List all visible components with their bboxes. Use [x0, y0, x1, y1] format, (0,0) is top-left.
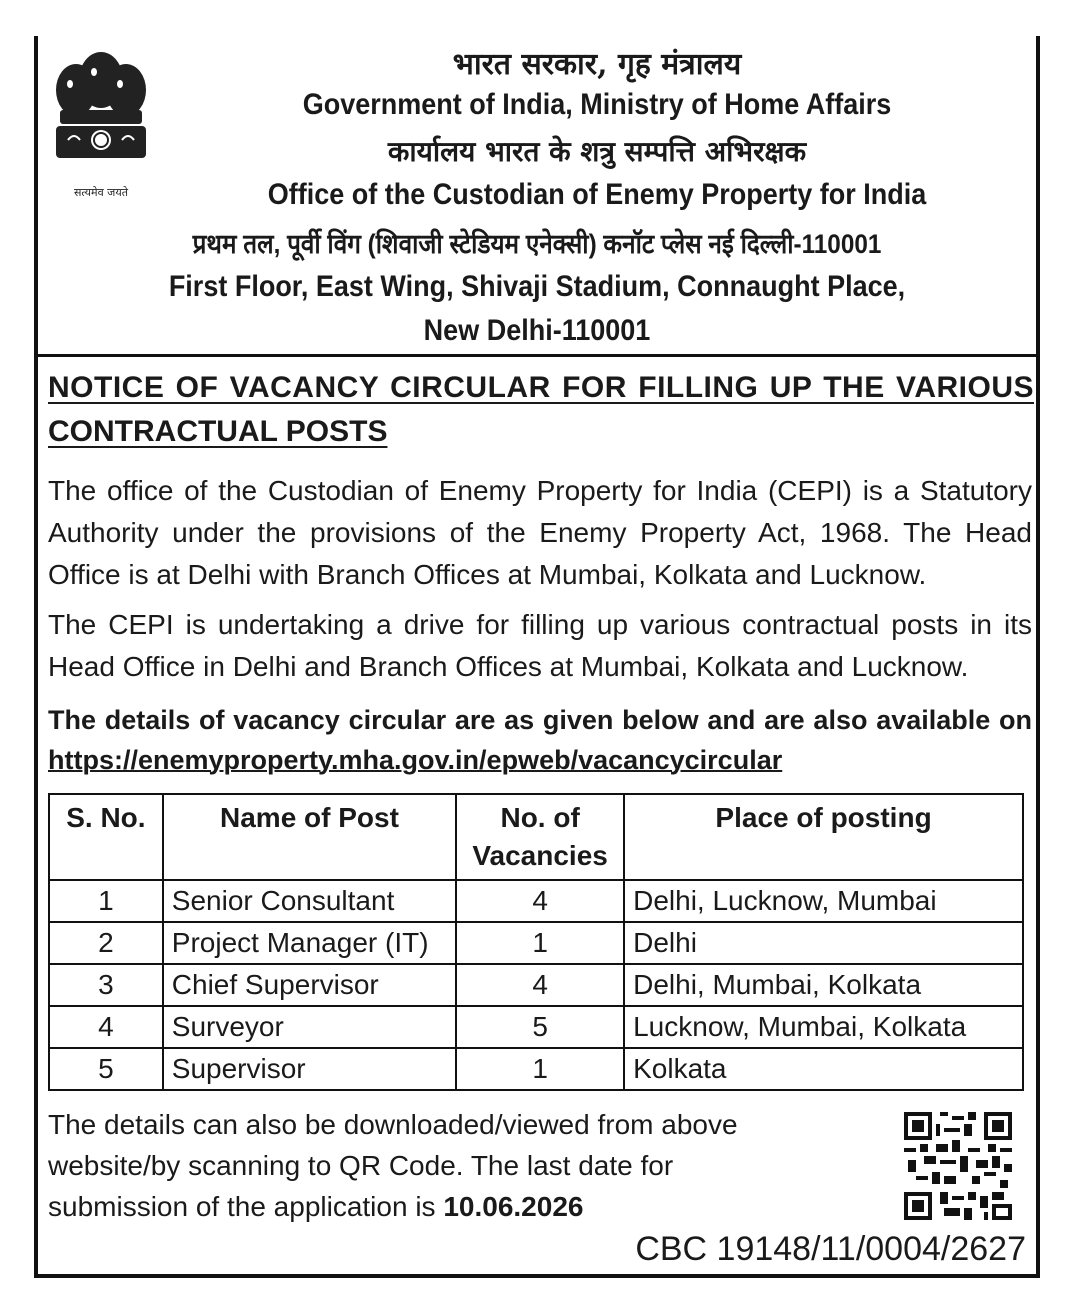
- cell-vacancies: 1: [456, 922, 624, 964]
- header-ministry-name: Government of India, Ministry of Home Affairs: [302, 88, 892, 121]
- cell-post-name: Project Manager (IT): [163, 922, 456, 964]
- header-sno: S. No.: [49, 794, 163, 880]
- notice-header: [38, 36, 1036, 357]
- cell-vacancies: 5: [456, 1006, 624, 1048]
- cell-sno: 1: [49, 880, 163, 922]
- header-office-name: Office of the Custodian of Enemy Property for India: [267, 178, 927, 211]
- notice-paragraph-3: [48, 700, 1032, 780]
- last-date: 10.06.2026: [443, 1191, 584, 1222]
- table-row: [49, 1006, 1023, 1048]
- cell-vacancies: 1: [456, 1048, 624, 1090]
- cell-vacancies: 4: [456, 880, 624, 922]
- cell-post-name: Senior Consultant: [163, 880, 456, 922]
- cell-post-name: Supervisor: [163, 1048, 456, 1090]
- national-emblem-icon: [46, 40, 156, 210]
- cell-place: Delhi, Lucknow, Mumbai: [624, 880, 1023, 922]
- qr-code-icon[interactable]: [904, 1112, 1012, 1220]
- emblem-motto: सत्यमेव जयते: [73, 186, 129, 199]
- cell-place: Delhi: [624, 922, 1023, 964]
- header-hindi-line1: भारत सरकार, गृह मंत्रालय: [452, 47, 742, 82]
- notice-paragraph-1: The office of the Custodian of Enemy Property for India (CEPI) is a Statutory Authority under the provisions of the Enemy Property Act, 1968. The Head Office is at Delhi with Branch Offices at Mumbai, Kolkata and Lucknow.: [48, 475, 1032, 590]
- cbc-code: CBC 19148/11/0004/2627: [635, 1230, 1026, 1268]
- header-post-name: Name of Post: [163, 794, 456, 880]
- table-row: [49, 964, 1023, 1006]
- cell-vacancies: 4: [456, 964, 624, 1006]
- header-address-line2: New Delhi-110001: [423, 314, 651, 347]
- table-row: [49, 1048, 1023, 1090]
- cell-place: Delhi, Mumbai, Kolkata: [624, 964, 1023, 1006]
- header-hindi-address: प्रथम तल, पूर्वी विंग (शिवाजी स्टेडियम एनेक्सी) कनॉट प्लेस नई दिल्ली-110001: [192, 229, 882, 259]
- notice-title-line1: NOTICE OF VACANCY CIRCULAR FOR FILLING UP THE VARIOUS: [48, 371, 1034, 404]
- notice-paragraph-2: The CEPI is undertaking a drive for filling up various contractual posts in its Head Office in Delhi and Branch Offices at Mumbai, Kolkata and Lucknow.: [48, 609, 1032, 682]
- table-header-row: [49, 794, 1023, 880]
- footer-instructions: The details can also be downloaded/viewed from above website/by scanning to QR Code. The last date for submission of the application is: [48, 1109, 738, 1222]
- header-address-line1: First Floor, East Wing, Shivaji Stadium, Connaught Place,: [168, 270, 906, 303]
- cell-post-name: Surveyor: [163, 1006, 456, 1048]
- cell-sno: 4: [49, 1006, 163, 1048]
- cell-sno: 3: [49, 964, 163, 1006]
- notice-title: [48, 366, 1034, 454]
- table-row: [49, 880, 1023, 922]
- header-place: Place of posting: [624, 794, 1023, 880]
- header-hindi-line2: कार्यालय भारत के शत्रु सम्पत्ति अभिरक्षक: [387, 135, 807, 168]
- cell-sno: 5: [49, 1048, 163, 1090]
- table-row: [49, 922, 1023, 964]
- paragraph-3-text: The details of vacancy circular are as given below and are also available on: [48, 705, 1032, 735]
- vacancy-table: [48, 793, 1024, 1091]
- footer-text: [48, 1104, 768, 1227]
- cell-sno: 2: [49, 922, 163, 964]
- cell-place: Lucknow, Mumbai, Kolkata: [624, 1006, 1023, 1048]
- cell-post-name: Chief Supervisor: [163, 964, 456, 1006]
- header-vacancies: No. of Vacancies: [456, 794, 624, 880]
- cell-place: Kolkata: [624, 1048, 1023, 1090]
- vacancy-circular-link[interactable]: https://enemyproperty.mha.gov.in/epweb/vacancycircular: [48, 745, 783, 775]
- notice-title-line2: CONTRACTUAL POSTS: [48, 415, 388, 448]
